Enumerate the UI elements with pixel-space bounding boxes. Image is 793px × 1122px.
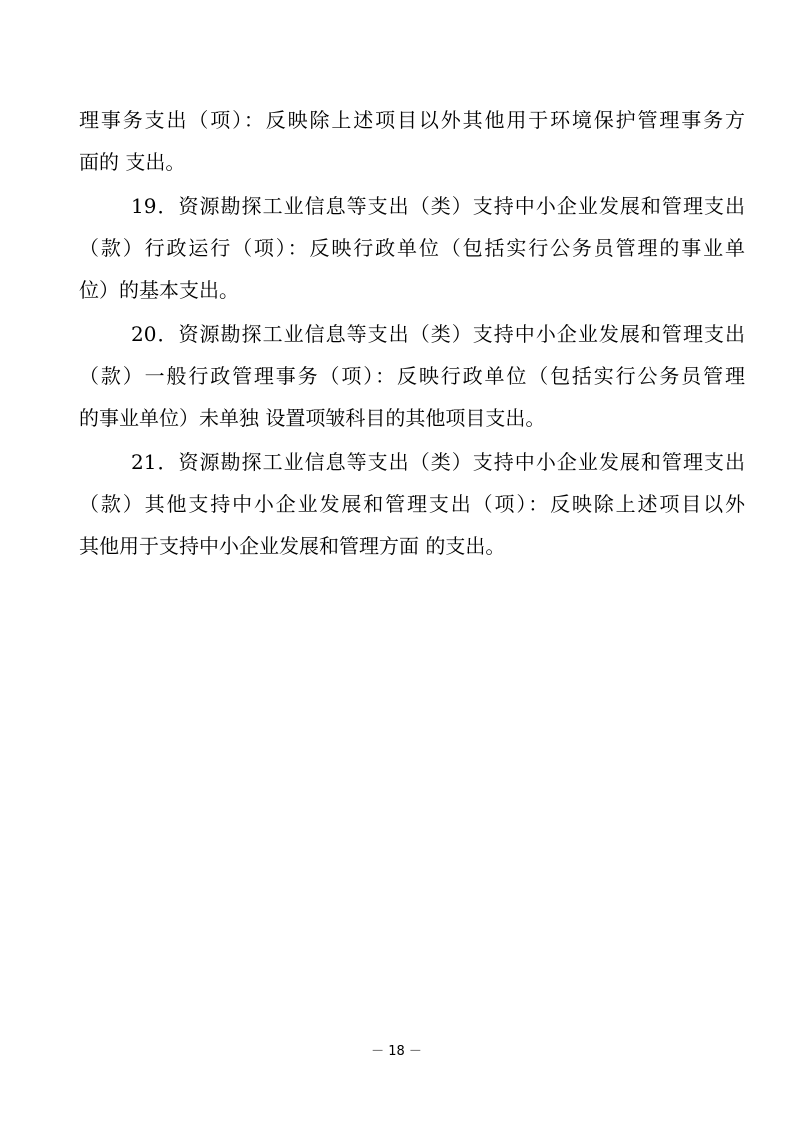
text-line: 19．资源勘探工业信息等支出（类）支持中小企业发展和管理支出 bbox=[131, 194, 745, 218]
text-line: 的事业单位）未单独 设置项皱科目的其他项目支出。 bbox=[79, 406, 546, 430]
paragraph-18-continuation bbox=[79, 99, 745, 183]
document-body bbox=[79, 99, 745, 567]
text-line: （款）行政运行（项）：反映行政单位（包括实行公务员管理的事业单 bbox=[79, 236, 745, 260]
paragraph-21 bbox=[79, 441, 745, 567]
text-line: 20．资源勘探工业信息等支出（类）支持中小企业发展和管理支出 bbox=[131, 322, 745, 346]
text-line: 理事务支出（项）：反映除上述项目以外其他用于环境保护管理事务方 bbox=[79, 108, 745, 132]
paragraph-19 bbox=[79, 185, 745, 311]
text-line: 其他用于支持中小企业发展和管理方面 的支出。 bbox=[79, 534, 506, 558]
text-line: （款）其他支持中小企业发展和管理支出（项）：反映除上述项目以外 bbox=[79, 492, 745, 516]
text-line: 面的 支出。 bbox=[79, 150, 186, 174]
text-line: 位）的基本支出。 bbox=[79, 278, 239, 302]
page-number: － 18 － bbox=[371, 1044, 422, 1059]
text-line: 21．资源勘探工业信息等支出（类）支持中小企业发展和管理支出 bbox=[131, 450, 745, 474]
text-line: （款）一般行政管理事务（项）：反映行政单位（包括实行公务员管理 bbox=[79, 364, 745, 388]
paragraph-20 bbox=[79, 313, 745, 439]
